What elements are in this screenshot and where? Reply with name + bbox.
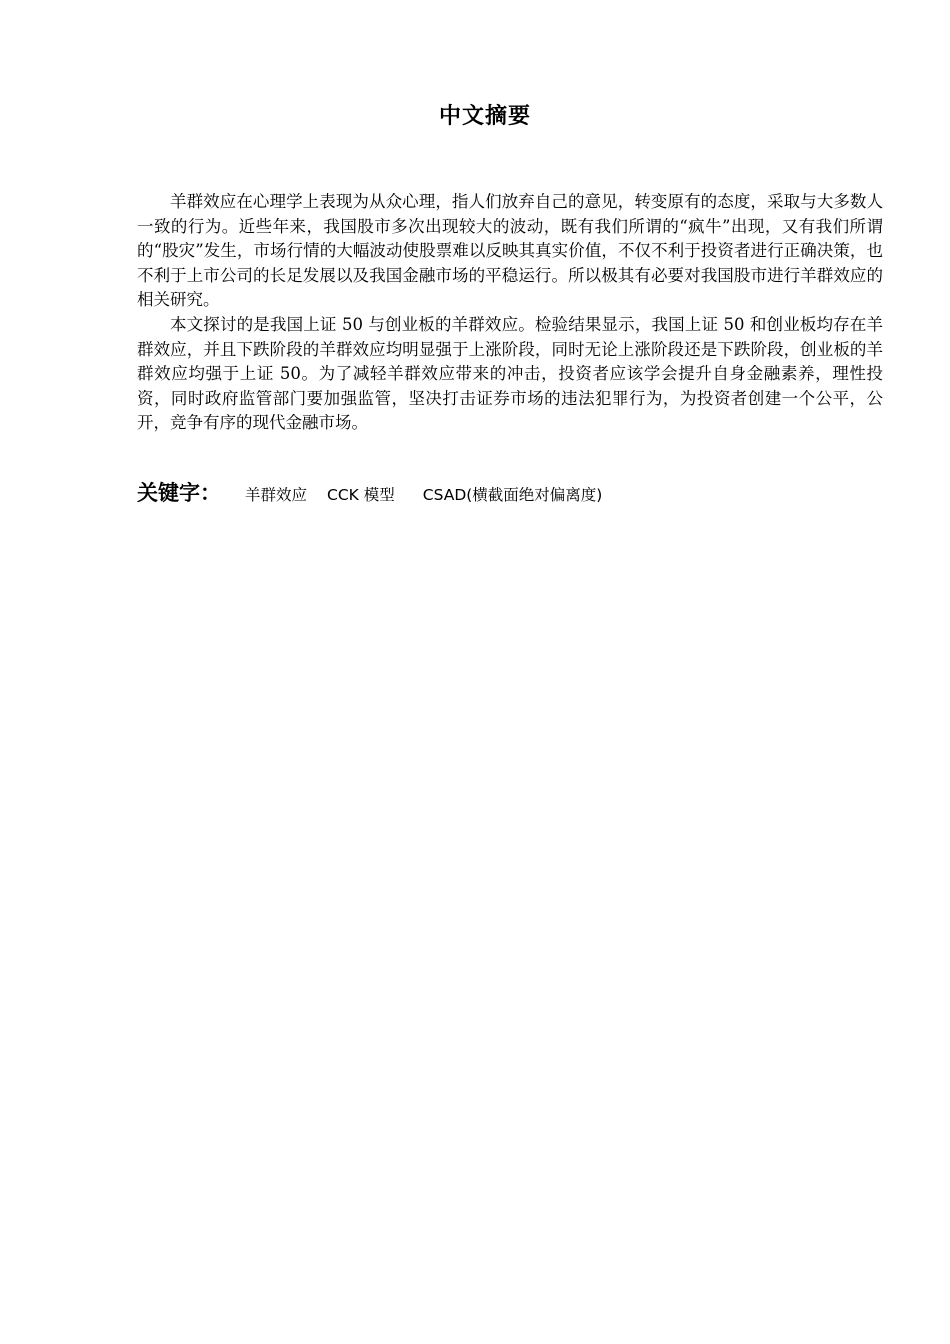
- keywords-line: [137, 478, 897, 510]
- keyword: 羊群效应: [245, 486, 308, 504]
- abstract-paragraph: 羊群效应在心理学上表现为从众心理，指人们放弃自己的意见，转变原有的态度，采取与大多数人一致的行为。近些年来，我国股市多次出现较大的波动，既有我们所谓的“疯牛”出现，又有我们所谓的“股灾”发生，市场行情的大幅波动使股票难以反映其真实价值，不仅不利于投资者进行正确决策，也不利于上市公司的长足发展以及我国金融市场的平稳运行。所以极其有必要对我国股市进行羊群效应的相关研究。: [137, 192, 883, 310]
- keyword: CCK 模型: [327, 486, 395, 504]
- abstract-paragraph: 本文探讨的是我国上证 50 与创业板的羊群效应。检验结果显示，我国上证 50 和创业板均存在羊群效应，并且下跌阶段的羊群效应均明显强于上涨阶段，同时无论上涨阶段还是下跌阶段，创业板的羊群效应均强于上证 50。为了减轻羊群效应带来的冲击，投资者应该学会提升自身金融素养，理性投资，同时政府监管部门要加强监管，坚决打击证券市场的违法犯罪行为，为投资者创建一个公平，公开，竞争有序的现代金融市场。: [137, 314, 883, 433]
- keyword: CSAD(横截面绝对偏离度): [422, 486, 603, 504]
- abstract-body: [137, 190, 883, 436]
- keywords-label: 关键字：: [137, 481, 221, 505]
- page-title: 中文摘要: [438, 104, 531, 129]
